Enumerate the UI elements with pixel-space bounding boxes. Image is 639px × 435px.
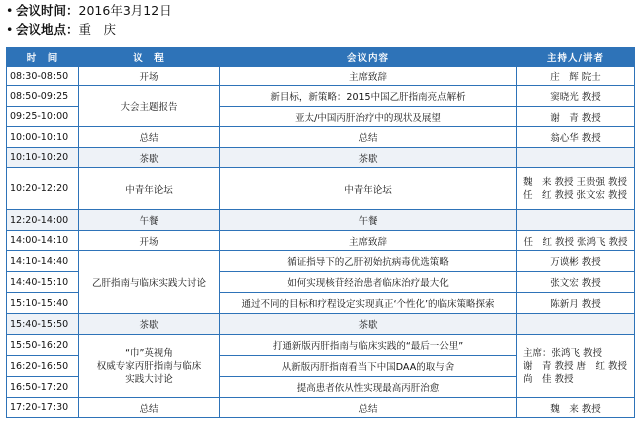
host-cell [517, 314, 635, 335]
time-cell: 08:50-09:25 [7, 86, 79, 107]
time-cell: 16:50-17:20 [7, 377, 79, 398]
header-agenda: 议 程 [79, 48, 220, 67]
agenda-cell: 开场 [79, 231, 220, 251]
table-row [7, 67, 635, 86]
agenda-line: “巾”英视角 [125, 347, 173, 359]
host-line: 任 红 教授 张文宏 教授 [523, 189, 628, 201]
table-header-row [7, 48, 635, 67]
content-cell: 循证指导下的乙肝初始抗病毒优选策略 [220, 251, 517, 272]
host-line: 魏 来 教授 王贵强 教授 [523, 176, 628, 188]
bullet-icon: • [6, 22, 14, 37]
content-cell: 提高患者依从性实现最高丙肝治愈 [220, 377, 517, 398]
host-cell: 任 红 教授 张鸿飞 教授 [517, 231, 635, 251]
time-cell: 09:25-10:00 [7, 107, 79, 127]
agenda-line: 权威专家丙肝指南与临床 [96, 360, 202, 372]
time-cell: 15:10-15:40 [7, 293, 79, 314]
header-content: 会议内容 [220, 48, 517, 67]
table-row [7, 314, 635, 335]
table-row [7, 398, 635, 418]
meeting-time-value: 2016年3月12日 [78, 3, 172, 18]
time-cell: 10:10-10:20 [7, 148, 79, 168]
content-cell: 通过不同的目标和疗程设定实现真正‘个性化’的临床策略探索 [220, 293, 517, 314]
time-cell: 12:20-14:00 [7, 210, 79, 231]
agenda-cell: 总结 [79, 127, 220, 148]
meeting-time-label: 会议时间： [16, 3, 79, 18]
schedule-table [6, 47, 635, 418]
agenda-cell: 大会主题报告 [79, 86, 220, 127]
content-cell: 新目标，新策略：2015中国乙肝指南亮点解析 [220, 86, 517, 107]
agenda-cell: 茶歇 [79, 148, 220, 168]
time-cell: 10:20-12:20 [7, 168, 79, 210]
agenda-line: 实践大讨论 [125, 373, 173, 385]
content-cell: 茶歇 [220, 314, 517, 335]
content-cell: 打通新版丙肝指南与临床实践的“最后一公里” [220, 335, 517, 356]
content-cell: 主席致辞 [220, 67, 517, 86]
time-cell: 08:30-08:50 [7, 67, 79, 86]
meeting-place-label: 会议地点： [16, 22, 79, 37]
host-cell: 张文宏 教授 [517, 272, 635, 293]
content-cell: 如何实现核苷经治患者临床治疗最大化 [220, 272, 517, 293]
agenda-cell: 中青年论坛 [79, 168, 220, 210]
agenda-cell: 总结 [79, 398, 220, 418]
host-cell [517, 210, 635, 231]
content-cell: 总结 [220, 127, 517, 148]
host-cell: 万谟彬 教授 [517, 251, 635, 272]
time-cell: 15:40-15:50 [7, 314, 79, 335]
table-row [7, 210, 635, 231]
table-row [7, 86, 635, 107]
time-cell: 14:10-14:40 [7, 251, 79, 272]
table-row [7, 168, 635, 210]
meeting-place [6, 22, 116, 37]
host-line: 谢 青 教授 唐 红 教授 [523, 360, 628, 372]
content-cell: 从新版丙肝指南看当下中国DAA的取与舍 [220, 356, 517, 377]
content-cell: 中青年论坛 [220, 168, 517, 210]
time-cell: 10:00-10:10 [7, 127, 79, 148]
host-cell [517, 168, 635, 210]
agenda-cell: 午餐 [79, 210, 220, 231]
content-cell: 亚太/中国丙肝治疗中的现状及展望 [220, 107, 517, 127]
host-cell: 陈新月 教授 [517, 293, 635, 314]
host-cell [517, 148, 635, 168]
time-cell: 14:00-14:10 [7, 231, 79, 251]
bullet-icon: • [6, 3, 14, 18]
content-cell: 主席致辞 [220, 231, 517, 251]
host-cell: 翁心华 教授 [517, 127, 635, 148]
meeting-time [6, 3, 172, 18]
meeting-place-value: 重 庆 [78, 22, 117, 37]
table-row [7, 231, 635, 251]
content-cell: 午餐 [220, 210, 517, 231]
time-cell: 17:20-17:30 [7, 398, 79, 418]
table-row [7, 148, 635, 168]
agenda-cell: 乙肝指南与临床实践大讨论 [79, 251, 220, 314]
time-cell: 15:50-16:20 [7, 335, 79, 356]
host-cell: 庄 辉 院士 [517, 67, 635, 86]
host-cell: 窦晓光 教授 [517, 86, 635, 107]
table-row [7, 251, 635, 272]
time-cell: 16:20-16:50 [7, 356, 79, 377]
content-cell: 总结 [220, 398, 517, 418]
time-cell: 14:40-15:10 [7, 272, 79, 293]
agenda-cell: 开场 [79, 67, 220, 86]
host-cell: 谢 青 教授 [517, 107, 635, 127]
content-cell: 茶歇 [220, 148, 517, 168]
table-row [7, 335, 635, 356]
agenda-cell [79, 335, 220, 398]
host-line: 主席：张鸿飞 教授 [523, 347, 603, 359]
host-cell: 魏 来 教授 [517, 398, 635, 418]
table-row [7, 127, 635, 148]
host-line: 尚 佳 教授 [523, 373, 574, 385]
header-time: 时 间 [7, 48, 79, 67]
host-cell [517, 335, 635, 398]
header-host: 主持人/讲者 [517, 48, 635, 67]
agenda-cell: 茶歇 [79, 314, 220, 335]
